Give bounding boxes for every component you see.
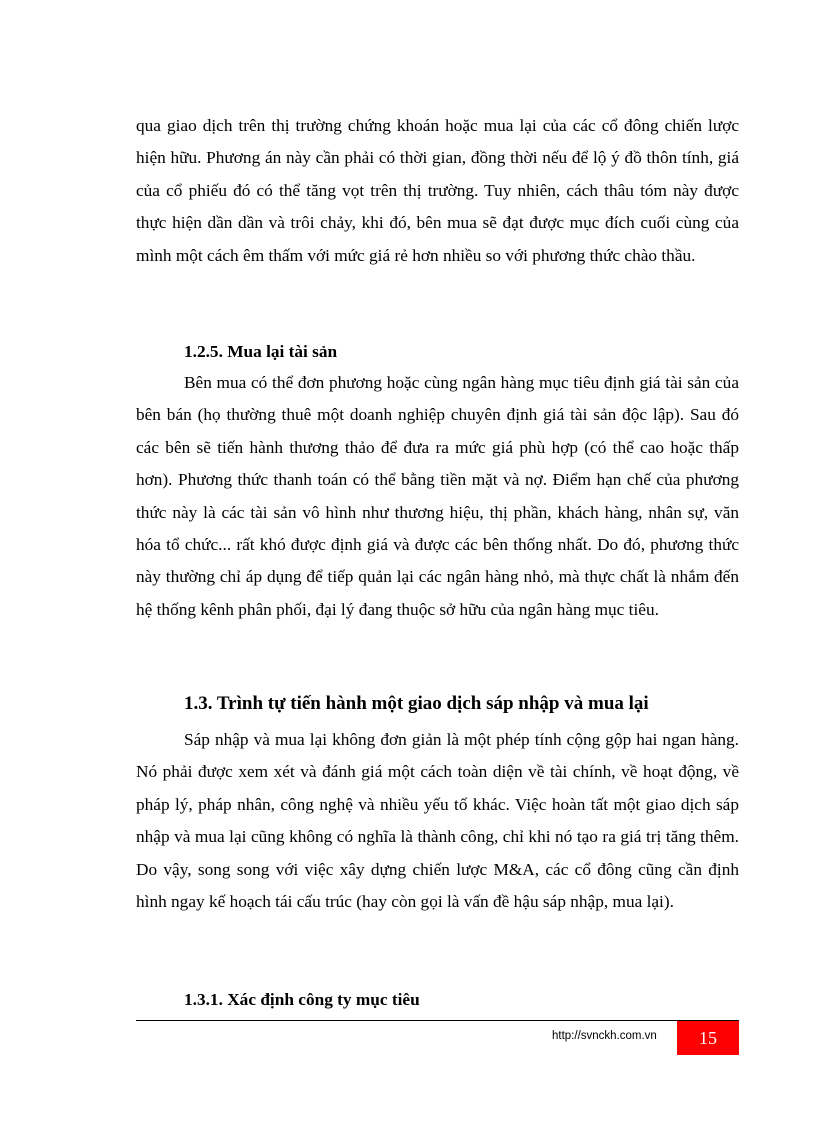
heading-1-3-1: 1.3.1. Xác định công ty mục tiêu [184, 990, 420, 1009]
paragraph-1: qua giao dịch trên thị trường chứng khoán hoặc mua lại của các cổ đông chiến lược hiện hữu. Phương án này cần phải có thời gian, đồng thời nếu để lộ ý đồ thôn tính, giá của cổ phiếu đó có thể tăng vọt trên thị trường. Tuy nhiên, cách thâu tóm này được thực hiện dần dần và trôi chảy, khi đó, bên mua sẽ đạt được mục đích cuối cùng của mình một cách êm thấm với mức giá rẻ hơn nhiều so với phương thức chào thầu. [136, 116, 739, 265]
heading-1-3: 1.3. Trình tự tiến hành một giao dịch sáp nhập và mua lại [184, 693, 649, 714]
page-number-badge: 15 [677, 1021, 739, 1055]
paragraph-2: Bên mua có thể đơn phương hoặc cùng ngân hàng mục tiêu định giá tài sản của bên bán (họ thường thuê một doanh nghiệp chuyên định giá tài sản độc lập). Sau đó các bên sẽ tiến hành thương thảo để đưa ra mức giá phù hợp (có thể cao hoặc thấp hơn). Phương thức thanh toán có thể bằng tiền mặt và nợ. Điểm hạn chế của phương thức này là các tài sản vô hình như thương hiệu, thị phần, khách hàng, nhân sự, văn hóa tổ chức... rất khó được định giá và được các bên thống nhất. Do đó, phương thức này thường chỉ áp dụng để tiếp quản lại các ngân hàng nhỏ, mà thực chất là nhắm đến hệ thống kênh phân phối, đại lý đang thuộc sở hữu của ngân hàng mục tiêu. [136, 373, 739, 619]
footer-divider [136, 1020, 739, 1021]
footer-url-link[interactable]: http://svnckh.com.vn [552, 1030, 657, 1042]
paragraph-3: Sáp nhập và mua lại không đơn giản là một phép tính cộng gộp hai ngan hàng. Nó phải được xem xét và đánh giá một cách toàn diện về tài chính, về hoạt động, về pháp lý, pháp nhân, công nghệ và nhiều yếu tố khác. Việc hoàn tất một giao dịch sáp nhập và mua lại cũng không có nghĩa là thành công, chỉ khi nó tạo ra giá trị tăng thêm. Do vậy, song song với việc xây dựng chiến lược M&A, các cổ đông cũng cần định hình ngay kế hoạch tái cấu trúc (hay còn gọi là vấn đề hậu sáp nhập, mua lại). [136, 730, 739, 912]
heading-1-2-5: 1.2.5. Mua lại tài sản [184, 342, 338, 361]
